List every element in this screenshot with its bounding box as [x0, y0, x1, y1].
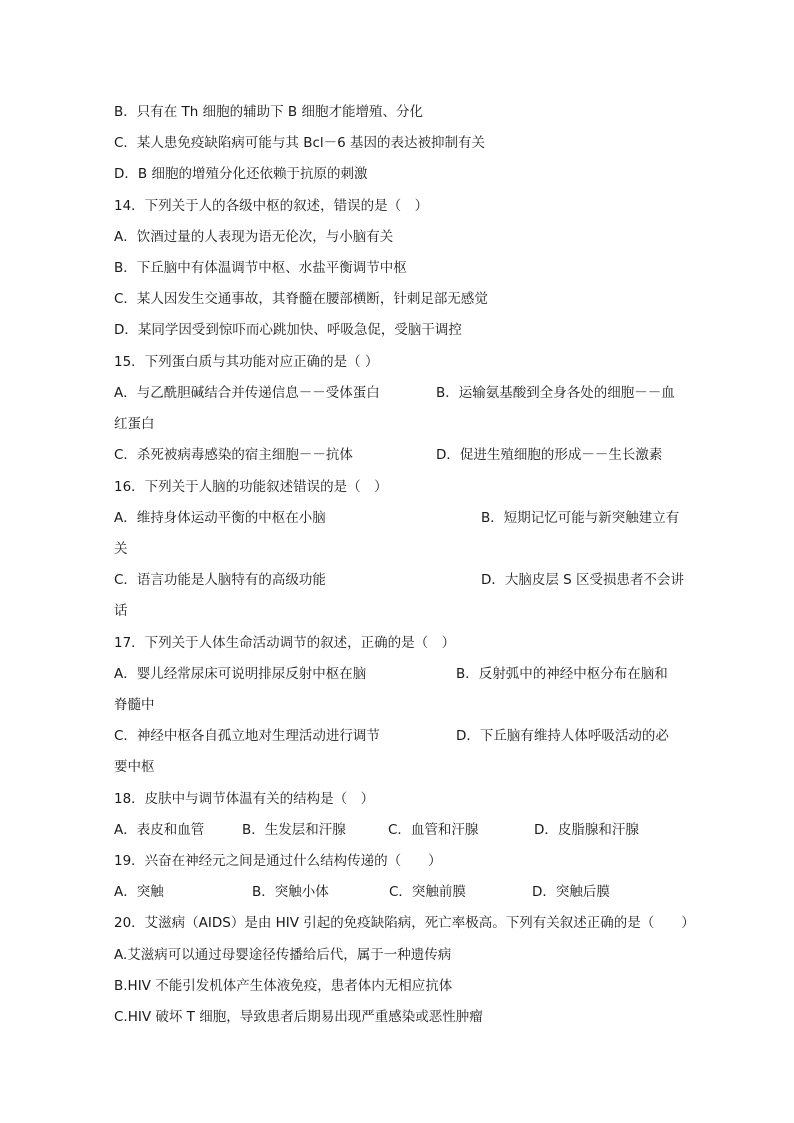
option-16d: D．大脑皮层 S 区受损患者不会讲 [481, 572, 685, 588]
option-18b: B．生发层和汗腺 [242, 822, 346, 838]
option-15b-cont: 红蛋白 [114, 416, 155, 432]
option-13b: B．只有在 Th 细胞的辅助下 B 细胞才能增殖、分化 [114, 104, 423, 120]
option-20a: A.艾滋病可以通过母婴途径传播给后代，属于一种遗传病 [114, 947, 452, 963]
option-17b-cont: 脊髓中 [114, 697, 155, 713]
option-17d-cont: 要中枢 [114, 759, 155, 775]
option-14a: A．饮酒过量的人表现为语无伦次，与小脑有关 [114, 229, 394, 245]
option-16b: B．短期记忆可能与新突触建立有 [481, 510, 680, 526]
option-19c: C．突触前膜 [389, 884, 466, 900]
option-18c: C．血管和汗腺 [388, 822, 479, 838]
option-15d: D．促进生殖细胞的形成－－生长激素 [436, 447, 663, 463]
question-19: 19．兴奋在神经元之间是通过什么结构传递的（ ） [114, 853, 442, 869]
option-19d: D．突触后膜 [532, 884, 610, 900]
question-17: 17．下列关于人体生命活动调节的叙述，正确的是（ ） [114, 635, 456, 651]
option-20b: B.HIV 不能引发机体产生体液免疫，患者体内无相应抗体 [114, 978, 453, 994]
option-13d: D．B 细胞的增殖分化还依赖于抗原的刺激 [114, 166, 368, 182]
question-16: 16．下列关于人脑的功能叙述错误的是（ ） [114, 479, 388, 495]
option-15b: B．运输氨基酸到全身各处的细胞－－血 [436, 385, 675, 401]
option-13c: C．某人患免疫缺陷病可能与其 Bcl－6 基因的表达被抑制有关 [114, 135, 486, 151]
option-16b-cont: 关 [114, 541, 128, 557]
option-16d-cont: 话 [114, 603, 128, 619]
option-16c: C．语言功能是人脑特有的高级功能 [114, 572, 326, 588]
option-17d: D．下丘脑有维持人体呼吸活动的必 [456, 728, 669, 744]
option-15c: C．杀死被病毒感染的宿主细胞－－抗体 [114, 447, 353, 463]
option-14b: B．下丘脑中有体温调节中枢、水盐平衡调节中枢 [114, 260, 407, 276]
option-18d: D．皮脂腺和汗腺 [534, 822, 639, 838]
question-15: 15．下列蛋白质与其功能对应正确的是（ ） [114, 354, 379, 370]
question-14: 14．下列关于人的各级中枢的叙述，错误的是（ ） [114, 198, 429, 214]
option-18a: A．表皮和血管 [114, 822, 205, 838]
option-19a: A．突触 [114, 884, 164, 900]
option-19b: B．突触小体 [252, 884, 329, 900]
option-17a: A．婴儿经常尿床可说明排尿反射中枢在脑 [114, 666, 367, 682]
question-18: 18．皮肤中与调节体温有关的结构是（ ） [114, 791, 375, 807]
question-20: 20．艾滋病（AIDS）是由 HIV 引起的免疫缺陷病，死亡率极高。下列有关叙述正确的是（ ） [114, 915, 695, 931]
option-17c: C．神经中枢各自孤立地对生理活动进行调节 [114, 728, 380, 744]
option-14d: D．某同学因受到惊吓而心跳加快、呼吸急促，受脑干调控 [114, 322, 462, 338]
option-14c: C．某人因发生交通事故，其脊髓在腰部横断，针刺足部无感觉 [114, 291, 488, 307]
option-20c: C.HIV 破坏 T 细胞，导致患者后期易出现严重感染或恶性肿瘤 [114, 1009, 483, 1025]
option-16a: A．维持身体运动平衡的中枢在小脑 [114, 510, 326, 526]
option-17b: B．反射弧中的神经中枢分布在脑和 [456, 666, 668, 682]
option-15a: A．与乙酰胆碱结合并传递信息－－受体蛋白 [114, 385, 380, 401]
